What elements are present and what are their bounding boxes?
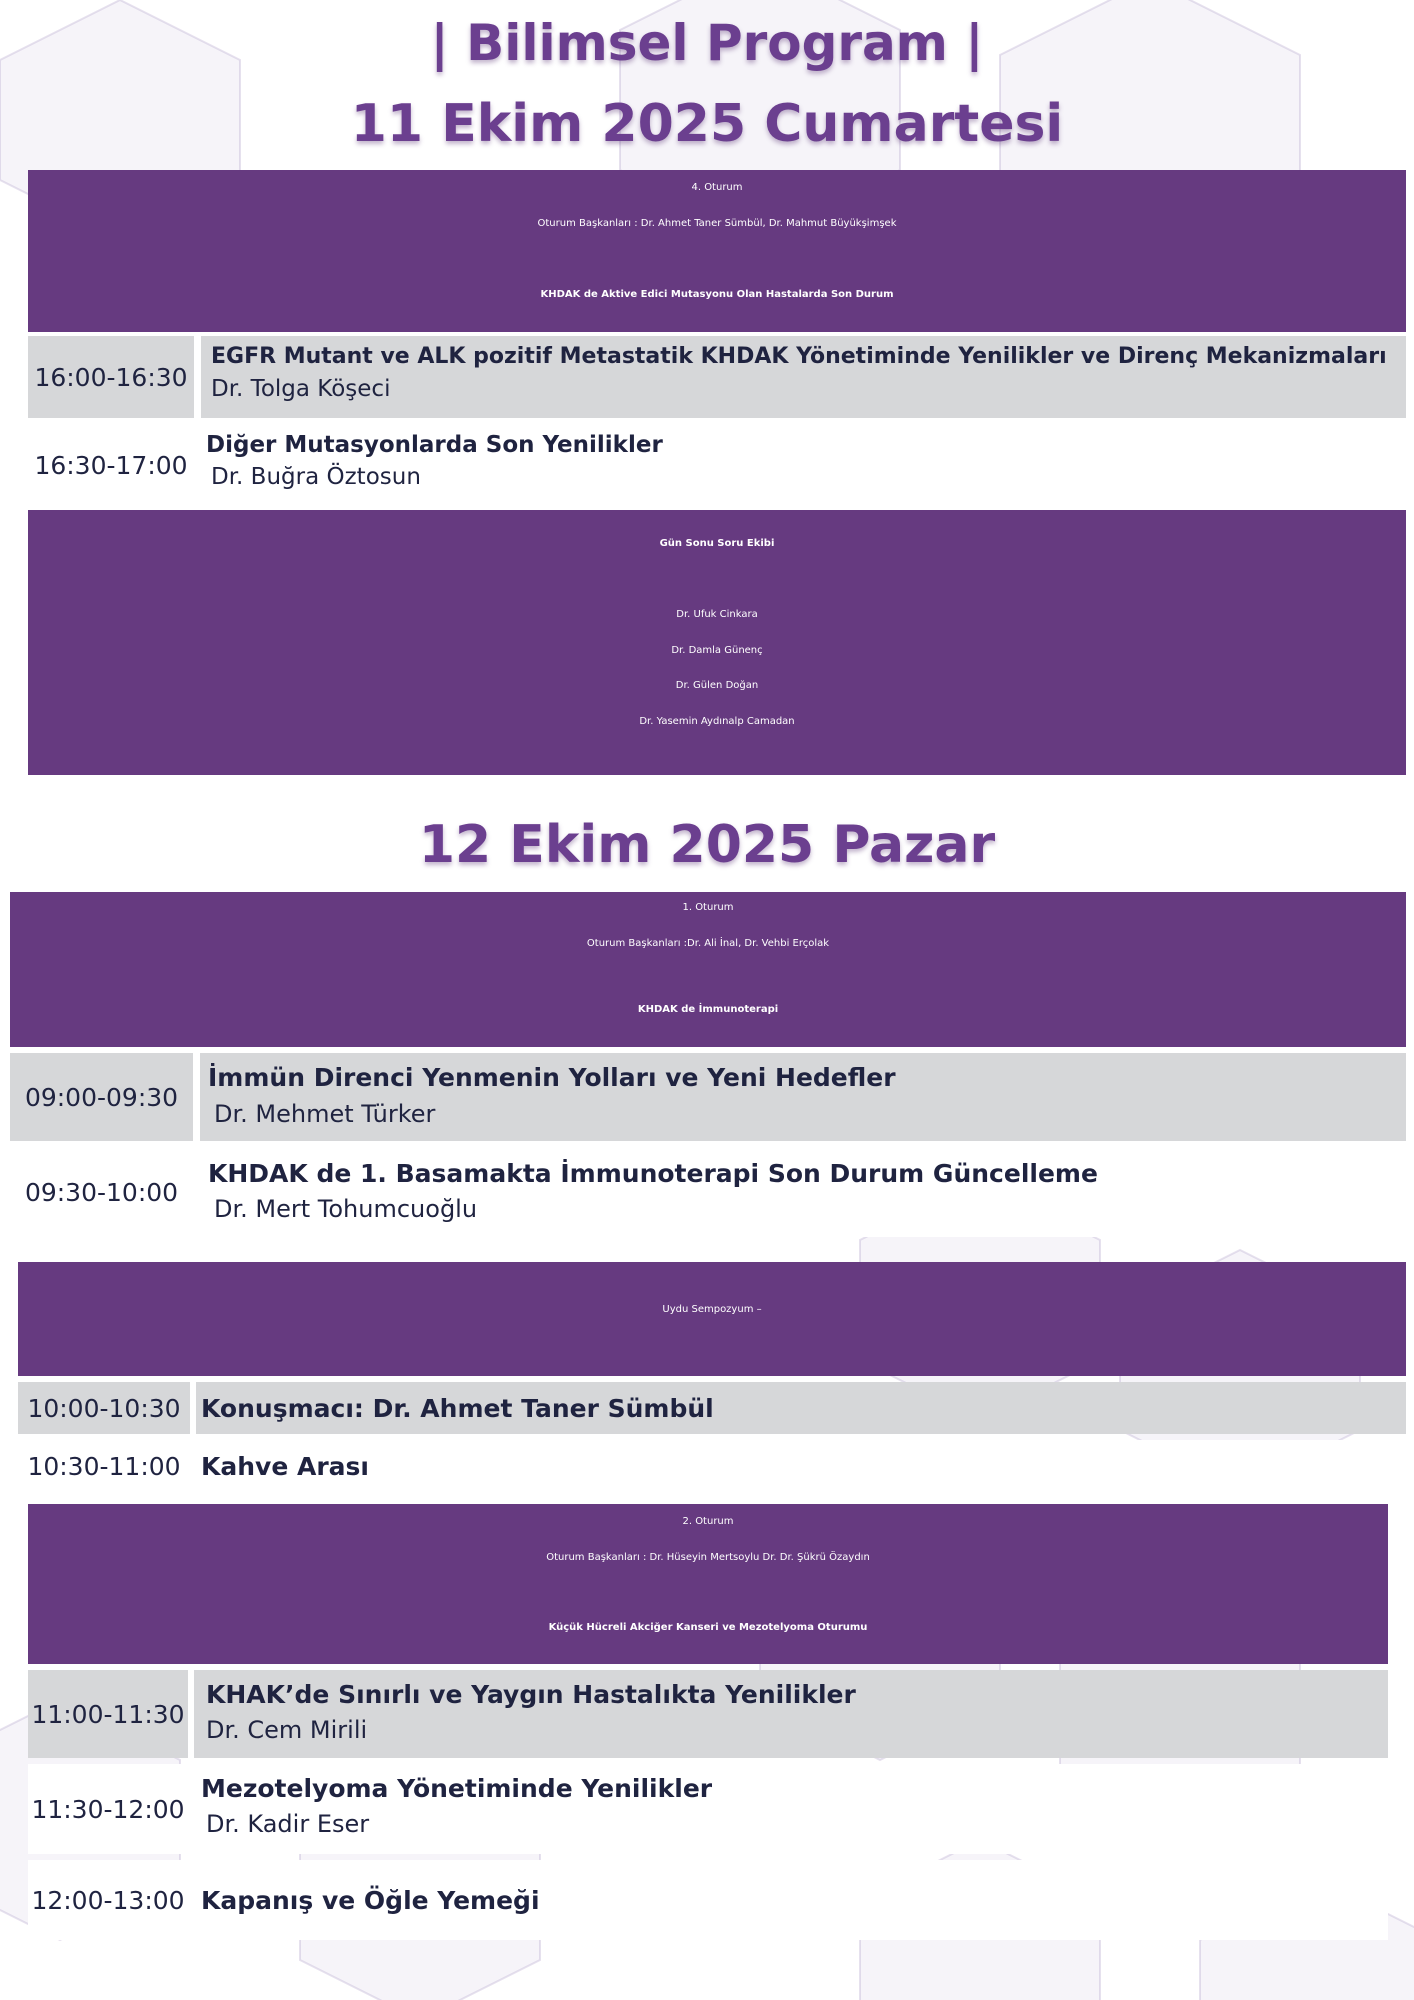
talk-title: Konuşmacı: Dr. Ahmet Taner Sümbül — [201, 1394, 714, 1423]
session-chairs: Oturum Başkanları : Dr. Hüseyin Mertsoylu Dr. Dr. Şükrü Özaydın — [546, 1552, 870, 1563]
session-header — [28, 1504, 1388, 1664]
talk-title: Diğer Mutasyonlarda Son Yenilikler — [206, 432, 663, 458]
program-row — [10, 1147, 1406, 1237]
row-content — [194, 1670, 1388, 1758]
row-time: 11:00-11:30 — [28, 1670, 188, 1758]
talk-title: EGFR Mutant ve ALK pozitif Metastatik KHDAK Yönetiminde Yenilikler ve Direnç Mekanizmaları — [211, 344, 1387, 369]
row-time: 16:30-17:00 — [28, 424, 194, 506]
session-header — [10, 892, 1406, 1047]
session-topic: Küçük Hücreli Akciğer Kanseri ve Mezotelyoma Oturumu — [548, 1622, 868, 1633]
talk-title: KHAK’de Sınırlı ve Yaygın Hastalıkta Yenilikler — [206, 1680, 856, 1709]
page-title: | Bilimsel Program | — [430, 14, 984, 72]
panel-member: Dr. Gülen Doğan — [675, 680, 759, 691]
talk-title: Kahve Arası — [201, 1452, 369, 1481]
session-header — [28, 170, 1406, 332]
talk-title: Kapanış ve Öğle Yemeği — [201, 1886, 540, 1915]
row-time: 12:00-13:00 — [28, 1860, 188, 1940]
panel-title: Gün Sonu Soru Ekibi — [659, 538, 775, 549]
panel-member: Dr. Yasemin Aydınalp Camadan — [639, 716, 795, 727]
program-row — [18, 1440, 1406, 1492]
program-row — [10, 1053, 1406, 1141]
panel-member: Dr. Damla Günenç — [671, 645, 763, 656]
talk-title: KHDAK de 1. Basamakta İmmunoterapi Son Durum Güncelleme — [208, 1159, 1098, 1188]
row-time: 09:30-10:00 — [10, 1147, 193, 1237]
session-topic: KHDAK de İmmunoterapi — [637, 1004, 779, 1015]
program-row — [28, 1860, 1388, 1940]
row-content — [201, 424, 1406, 506]
satellite-title: Uydu Sempozyum – — [662, 1304, 762, 1315]
talk-title: Mezotelyoma Yönetiminde Yenilikler — [201, 1774, 713, 1803]
panel-member: Dr. Ufuk Cinkara — [676, 609, 758, 620]
talk-title: İmmün Direnci Yenmenin Yolları ve Yeni Hedefler — [208, 1063, 896, 1092]
row-time: 10:30-11:00 — [18, 1440, 190, 1492]
session-chairs: Oturum Başkanları : Dr. Ahmet Taner Sümbül, Dr. Mahmut Büyükşimşek — [537, 218, 897, 229]
talk-speaker: Dr. Cem Mirili — [206, 1716, 368, 1744]
day-heading-2: 12 Ekim 2025 Pazar — [418, 815, 996, 875]
talk-speaker: Dr. Kadir Eser — [206, 1810, 370, 1838]
row-content — [196, 1440, 1406, 1492]
talk-speaker: Dr. Tolga Köşeci — [211, 376, 391, 402]
talk-speaker: Dr. Mert Tohumcuoğlu — [214, 1195, 478, 1223]
row-content — [196, 1382, 1406, 1434]
row-time: 09:00-09:30 — [10, 1053, 193, 1141]
session-chairs: Oturum Başkanları :Dr. Ali İnal, Dr. Vehbi Erçolak — [586, 938, 830, 949]
row-content — [200, 1147, 1406, 1237]
session-topic: KHDAK de Aktive Edici Mutasyonu Olan Hastalarda Son Durum — [540, 289, 894, 300]
row-time: 11:30-12:00 — [28, 1764, 188, 1854]
row-time: 16:00-16:30 — [28, 336, 194, 418]
satellite-header — [18, 1262, 1406, 1376]
program-row — [28, 336, 1406, 418]
session-number: 4. Oturum — [691, 182, 743, 193]
panel-header — [28, 510, 1406, 775]
row-content — [194, 1860, 1388, 1940]
program-row — [28, 1670, 1388, 1758]
session-number: 1. Oturum — [682, 902, 734, 913]
row-content — [194, 1764, 1388, 1854]
program-row — [18, 1382, 1406, 1434]
day-heading-1: 11 Ekim 2025 Cumartesi — [350, 94, 1064, 154]
program-row — [28, 424, 1406, 506]
talk-speaker: Dr. Mehmet Türker — [214, 1100, 436, 1128]
row-time: 10:00-10:30 — [18, 1382, 190, 1434]
session-number: 2. Oturum — [682, 1516, 734, 1527]
row-content — [200, 1053, 1406, 1141]
talk-speaker: Dr. Buğra Öztosun — [211, 464, 421, 490]
row-content — [201, 336, 1406, 418]
program-row — [28, 1764, 1388, 1854]
